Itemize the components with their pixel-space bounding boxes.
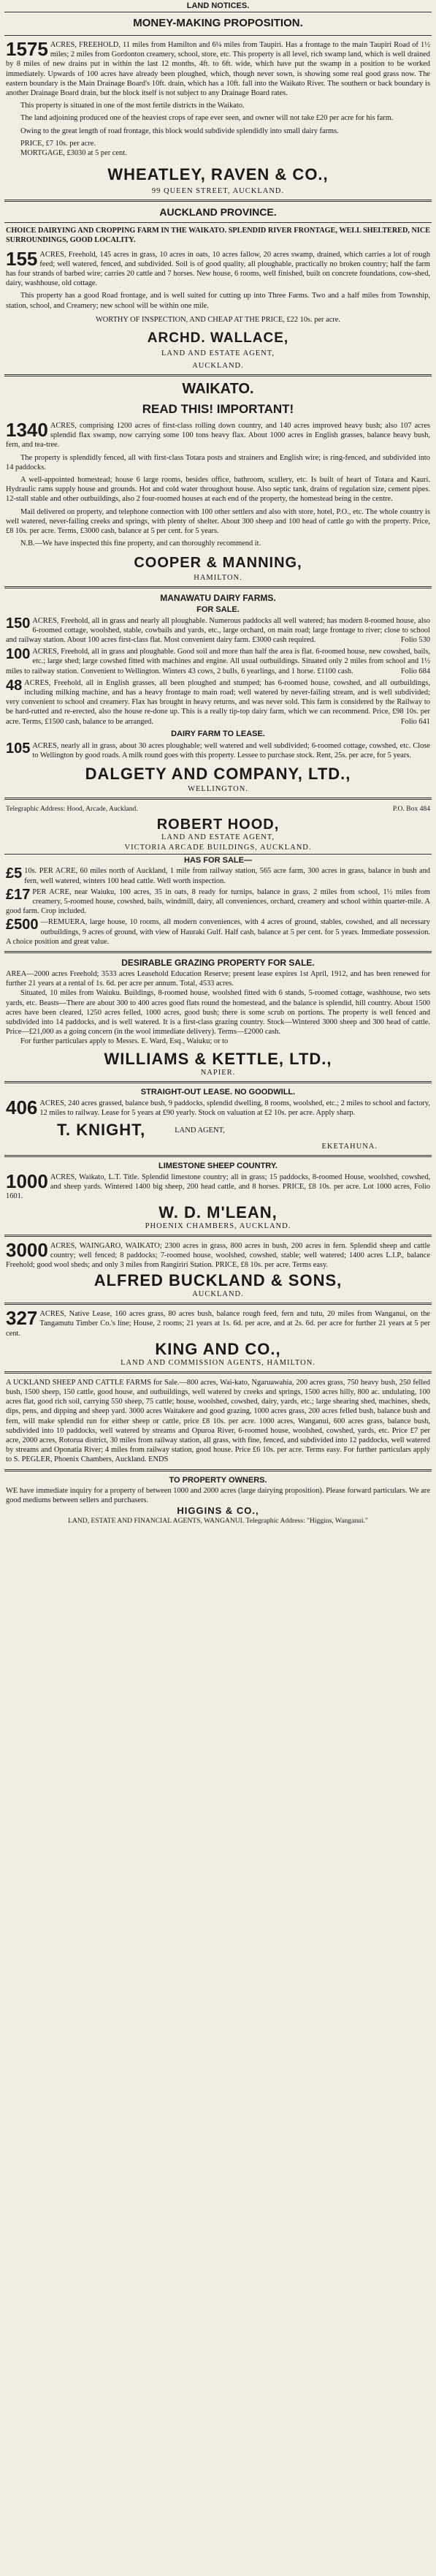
section-header: LAND NOTICES. xyxy=(186,1,250,10)
ad-body: ACRES, 240 acres grassed, balance bush, 9 paddocks, splendid dwelling, 8 rooms, woolshed, etc.; 2 miles to school and factory, 12 miles to railway. Lease for 5 years at £90 yearly. Stock on valuation at £2 10s. per acre. Apply sharp. xyxy=(39,1099,430,1117)
ad-paragraph: Situated, 10 miles from Waiuku. Buildings, 8-roomed house, woolshed fitted with 6 stands, 5-roomed cottage, washhouse, two sets yards, etc. Beasts—There are about 300 to 400 acres good flats round the homestead, and the balance is splendid, hill country. About 1500 acres have been cleared, 1250 acres felled, 1000 acres, good bush; there is some scrub on portions. The property is well fenced and subdivided into 14 paddocks, and is well watered. It is a first-class grazing country. Stock—Wintered 3000 sheep and 300 head of cattle. Price—£21,000 as a going concern (in the wool immediate delivery). Terms—£2000 cash. xyxy=(6,989,430,1037)
firm-name: HIGGINS & CO., xyxy=(177,1505,259,1517)
ad-title: AUCKLAND PROVINCE. xyxy=(159,206,277,219)
listing-text: —REMUERA, large house, 10 rooms, all modern conveniences, with 4 acres of ground, stables, cowshed, and all necessary outbuildings, 9 acres of ground, with view of Hauraki Gulf. Half cash, balance at 5 per cent. for 5 years. Immediate possession. A choice position and great value. xyxy=(6,918,430,946)
ad-title: MANAWATU DAIRY FARMS. xyxy=(160,592,276,603)
listing-text: 10s. PER ACRE, 60 miles north of Auckland, 1 mile from railway station, 565 acre farm, 300 acres in grass, balance in bush and fern, well watered, winters 100 head cattle. Well worth inspection. xyxy=(24,867,430,885)
ad-body: ACRES, FREEHOLD, 11 miles from Hamilton and 6¼ miles from Taupiri. Has a frontage to the main Taupiri Road of 1½ miles; 2 miles from Gordonton creamery, school, store, etc. This property is all level, rich swamp land, which is well drained by 8 miles of new drains put in within the last 12 months, 4ft. to 6ft. wide, which have put the swamp in a position to be worked immediately. Upwards of 100 acres have already been ploughed, which, though never sown, is showing some real good grass now. The eastern boundary is the Main Drainage Board's 10ft. drain, which has a 10ft. fall into the Waikato River. The southern or back boundary is another Drainage Board drain, but the block itself is not subject to any Drainage Board rates. xyxy=(6,41,430,98)
firm-address: WELLINGTON. xyxy=(188,785,248,794)
acreage-number: 155 xyxy=(6,249,38,270)
ad-king-and-co xyxy=(0,1309,436,1367)
firm-name: COOPER & MANNING, xyxy=(134,554,302,571)
ad-body: WE have immediate inquiry for a property of between 1000 and 2000 acres (large dairying proposition). Please forward particulars. We are good mediums between sellers and purchasers. xyxy=(6,1486,430,1504)
ad-body: ACRES, comprising 1200 acres of first-class rolling down country, and 140 acres improved heavy bush; also 107 acres splendid flax swamp, now carrying some 100 tons heavy flax. About 1000 acres in English grasses, balance heavy bush, fern, and tea-tree. xyxy=(6,422,430,450)
firm-subtitle: LAND AND ESTATE AGENT, xyxy=(161,349,275,358)
listing xyxy=(0,616,436,645)
firm-name: WILLIAMS & KETTLE, LTD., xyxy=(104,1049,332,1068)
ad-wd-mlean xyxy=(0,1162,436,1230)
ad-wheatley-raven xyxy=(0,17,436,195)
price-number: £500 xyxy=(6,917,39,933)
firm-address: AUCKLAND. xyxy=(192,362,244,371)
listing xyxy=(0,678,436,727)
lease-subtitle: DAIRY FARM TO LEASE. xyxy=(171,729,265,738)
listing-text: ACRES, Freehold, all in grass and nearly all ploughable. Numerous paddocks all well watered; has modern 8-roomed house, also 6-roomed cottage, woolshed, stable, cowbails and yards, etc., large orchard, on main road; large frontage to river; close to school and railway station. About 100 acres first-class flat. Most convenient dairy farm. £3000 cash required. xyxy=(6,616,430,644)
listing-text: PER ACRE, near Waiuku, 100 acres, 35 in oats, 8 ready for turnips, balance in grass, 2 miles from school, 1½ miles from creamery, 5-roomed house, cowshed, bails, windmill, dairy, all conveniences, orchard, creamery and school within quarter-mile. A good farm. Crop included. xyxy=(6,887,430,916)
ad-paragraph: The land adjoining produced one of the heaviest crops of rape ever seen, and owner will not take £20 per acre for his farm. xyxy=(20,114,394,123)
folio: Folio 684 xyxy=(400,667,430,675)
firm-name: ROBERT HOOD, xyxy=(156,817,280,833)
folio: Folio 641 xyxy=(400,717,430,726)
listing-text: ACRES, Freehold, all in grass and ploughable. Good soil and more than half the area is flat. 6-roomed house, new cowshed, bails, etc.; large shed; large cowshed fitted with machines and engine. All usual outbuildings. Situated only 2 miles from school and 1½ miles to railway station. Convenient to Wellington. Winters 43 cows, 2 bulls, 6 yearlings, and 1 horse. £1100 cash. xyxy=(6,648,430,675)
ad-title: DESIRABLE GRAZING PROPERTY FOR SALE. xyxy=(121,957,315,968)
ad-body: AREA—2000 acres Freehold; 3533 acres Leasehold Education Reserve; present lease expires 1st April, 1912, and has been renewed for further 21 years at a rental of 1s. 6d. per acre per annum. Total, 4533 acres. xyxy=(6,969,430,988)
folio: Folio 530 xyxy=(400,635,430,644)
ad-archd-wallace xyxy=(0,206,436,370)
worth-text: WORTHY OF INSPECTION, AND CHEAP AT THE PRICE, £22 10s. per acre. xyxy=(95,315,341,324)
acreage-number: 105 xyxy=(6,740,31,757)
po-box: P.O. Box 484 xyxy=(392,805,430,814)
ad-paragraph: A well-appointed homestead; house 6 large rooms, besides office, bathroom, scullery, etc. Is built of heart of Totara and Kauri. Hydraulic rams supply house and grounds. Hot and cold water throughout house. Also septic tank, drains of regulation size, cement pipes. 12-stall stable and other outbuildings, also 2 four-roomed houses at each end of the property, the homestead being in the centre. xyxy=(6,476,430,504)
firm-subtitle: LAND AND ESTATE AGENT, xyxy=(161,833,275,842)
acreage-number: 1340 xyxy=(6,421,48,442)
ad-paragraph: For further particulars apply to Messrs. E. Ward, Esq., Waiuku; or to xyxy=(20,1037,229,1046)
ad-robert-hood xyxy=(0,804,436,947)
ad-paragraph: The property is splendidly fenced, all with first-class Totara posts and strainers and English wire; is ring-fenced, and subdivided into 14 paddocks. xyxy=(6,453,430,471)
acreage-number: 100 xyxy=(6,647,31,663)
ad-higgins xyxy=(0,1476,436,1526)
listing xyxy=(0,647,436,676)
mortgage-text: MORTGAGE, £3030 at 5 per cent. xyxy=(20,149,127,158)
price-number: £5 xyxy=(6,866,23,882)
ad-body: A UCKLAND SHEEP AND CATTLE FARMS for Sale.—800 acres, Wai-kato, Ngaruawahia, 200 acres grass, 750 heavy bush, 250 felled bush, 1500 sheep, 150 cattle, good house, and outbuildings, well watered by creeks and springs, 1500 acres hilly, 800 ac. undulating, 100 acres flat, good rich soil, carrying 550 sheep, 75 cattle; house, woolshed, cowshed, dairy, yards, etc.; large shearing shed, machines, sheds, dips, pens, and dipping and sheep yard. 3000 acres Waitakere and good grazing, 1000 acres grass, 200 acres felled bush, balance bush and fern, will make splendid run for either sheep or cattle, price £8 10s. per acre. 1000 acres, Wanganui, 600 acres grass, balance bush, subdivided into 10 paddocks, well watered by streams and Opuroa River, 6-roomed house, woolshed, cowshed, yards, etc. Price £7 per acre, 2000 acres, Rotorua district, 30 miles from railway station, all grass, with fine, fenced, and subdivided into 12 paddocks, well watered by streams and Oponatia River; 4 miles from railway station, good house. Price £6 10s. per acre. Terms easy. For further particulars apply to S. PEGLER, Phoenix Chambers, Auckland. ENDS xyxy=(6,1378,430,1464)
firm-name: ALFRED BUCKLAND & SONS, xyxy=(93,1271,343,1290)
has-for-sale: HAS FOR SALE— xyxy=(184,856,252,865)
ad-paragraph: Owing to the great length of road frontage, this block would subdivide splendidly into small dairy farms. xyxy=(20,126,339,135)
ad-alfred-buckland xyxy=(0,1241,436,1299)
ad-subtitle: FOR SALE. xyxy=(196,605,240,614)
price-text: PRICE, £7 10s. per acre. xyxy=(20,139,96,148)
ad-paragraph: This property is situated in one of the most fertile districts in the Waikato. xyxy=(20,102,245,110)
ad-cooper-manning xyxy=(0,381,436,581)
listing-text: ACRES, Freehold, all in English grasses, all been ploughed and stumped; has 6-roomed house, cowshed, and all outbuildings, including milking machine, and has a heavy frontage to main road; well watered by never-failing stream, and is well subdivided; very convenient to school and creamery. Flax has brought in heavy returns, and was never sold. This farm is considered by the Railway to be hard-rutted and re-erected, also the house re-done up. This is a really tip-top dairy farm, which we can recommend. Price, £98 10s. per acre. Terms, £1500 cash, balance to be arranged. xyxy=(6,678,430,726)
firm-address: NAPIER. xyxy=(200,1068,236,1077)
ad-dalgety xyxy=(0,593,436,794)
ad-title: STRAIGHT-OUT LEASE. NO GOODWILL. xyxy=(140,1087,296,1096)
ad-williams-kettle xyxy=(0,958,436,1077)
firm-address: AUCKLAND. xyxy=(192,1290,244,1299)
ad-body: ACRES, WAINGARO, WAIKATO; 2300 acres in grass, 800 acres in bush, 200 acres in fern. Splendid sheep and cattle country; well fenced; 8 paddocks; 7-roomed house, woolshed, cowshed, stable; well watered; 1400 acres L.I.P., balance Freehold; good wool sheds; and only 3 miles from Rangiriri Station. PRICE, £8 10s. per acre. Terms easy. xyxy=(6,1241,430,1270)
firm-address: 99 QUEEN STREET, AUCKLAND. xyxy=(151,187,285,196)
firm-address: EKETAHUNA. xyxy=(321,1143,378,1151)
firm-name: DALGETY AND COMPANY, LTD., xyxy=(85,765,351,784)
lease-text: ACRES, nearly all in grass, about 30 acres ploughable; well watered and well subdivided; 6-roomed cottage, cowshed, etc. Close to Wellington by good roads. A milk round goes with this property. Lessee to purchase stock. Rent, 25s. per acre, for 5 years. xyxy=(32,741,430,759)
firm-name: KING AND CO., xyxy=(155,1339,281,1358)
firm-address: HAMILTON. xyxy=(194,573,242,582)
acreage-number: 150 xyxy=(6,615,31,632)
ad-title: WAIKATO. xyxy=(182,381,254,398)
firm-name: T. KNIGHT, xyxy=(57,1121,146,1139)
ad-body: ACRES, Freehold, 145 acres in grass, 10 acres in oats, 10 acres fallow, 20 acres swamp, drained, which carries a lot of rough feed; well watered, fenced, and subdivided. Soil is of good quality, all ploughable, practically no broken country; half the farm has four strands of barbed wire; carries 20 cattle and 7 horses. New house, 6 rooms, well finished, built on concrete foundations, cow-shed, dairy, washhouse, old cottage. xyxy=(6,250,430,288)
ad-body: ACRES, Waikato, L.T. Title. Splendid limestone country; all in grass; 15 paddocks, 8-roomed House, woolshed, cowshed, and sheep yards. Wintered 1400 big sheep, 200 head cattle, and 8 horses. PRICE, £8 10s. per acre. Lot 1000 acres, Folio 1601. xyxy=(6,1173,430,1201)
ad-body: ACRES, Native Lease, 160 acres grass, 80 acres bush, balance rough feed, fern and tutu, 20 miles from Wanganui, on the Tangamutu Timber Co.'s line; House, 2 rooms; 21 years at 1s. 6d. per acre, and at 2s. 6d. per acre for further 21 years at 5 per cent. xyxy=(6,1310,430,1338)
ad-title: MONEY-MAKING PROPOSITION. xyxy=(133,17,303,29)
acreage-number: 48 xyxy=(6,678,23,694)
ad-subtitle: READ THIS! IMPORTANT! xyxy=(142,402,294,417)
firm-address: VICTORIA ARCADE BUILDINGS, AUCKLAND. xyxy=(124,844,312,852)
acreage-number: 406 xyxy=(6,1098,38,1118)
ad-paragraph: This property has a good Road frontage, and is well suited for cutting up into Three Farms. Two and a half miles from Township, station, school, and Creamery; new school will be within one mile. xyxy=(6,292,430,310)
acreage-number: 1000 xyxy=(6,1173,48,1192)
acreage-number: 1575 xyxy=(6,40,48,60)
ad-s-pegler xyxy=(0,1378,436,1465)
acreage-number: 327 xyxy=(6,1309,38,1330)
firm-name: WHEATLEY, RAVEN & CO., xyxy=(107,165,329,184)
firm-name: W. D. M'LEAN, xyxy=(158,1202,278,1221)
ad-paragraph: N.B.—We have inspected this fine property, and can thoroughly recommend it. xyxy=(20,539,261,548)
firm-address: PHOENIX CHAMBERS, AUCKLAND. xyxy=(145,1221,291,1230)
ad-t-knight xyxy=(0,1088,436,1151)
firm-address: LAND, ESTATE AND FINANCIAL AGENTS, WANGANUI. Telegraphic Address: "Higgins, Wanganui." xyxy=(68,1517,368,1526)
firm-subtitle: LAND AGENT, xyxy=(175,1126,225,1134)
ad-paragraph: Mail delivered on property, and telephone connection with 100 other settlers and also with store, hotel, P.O., etc. The whole country is well watered, never-failing creeks and springs, with plenty of shelter. About 300 sheep and 100 head of cattle go with the property. Price, £8 10s. per acre. Terms, £3000 cash, balance at 5 per cent. for 5 years. xyxy=(6,507,430,536)
ad-subtitle: CHOICE DAIRYING AND CROPPING FARM IN THE WAIKATO. SPLENDID RIVER FRONTAGE, WELL SHELTERED, NICE SURROUNDINGS, GOOD LOCALITY. xyxy=(6,227,430,245)
firm-name: ARCHD. WALLACE, xyxy=(147,330,289,346)
acreage-number: 3000 xyxy=(6,1240,48,1261)
ad-title: TO PROPERTY OWNERS. xyxy=(169,1475,267,1485)
ad-title: LIMESTONE SHEEP COUNTRY. xyxy=(158,1162,278,1170)
price-number: £17 xyxy=(6,887,31,903)
telegraphic-address: Telegraphic Address: Hood, Arcade, Auckland. xyxy=(6,805,138,814)
firm-address: LAND AND COMMISSION AGENTS, HAMILTON. xyxy=(121,1358,315,1367)
